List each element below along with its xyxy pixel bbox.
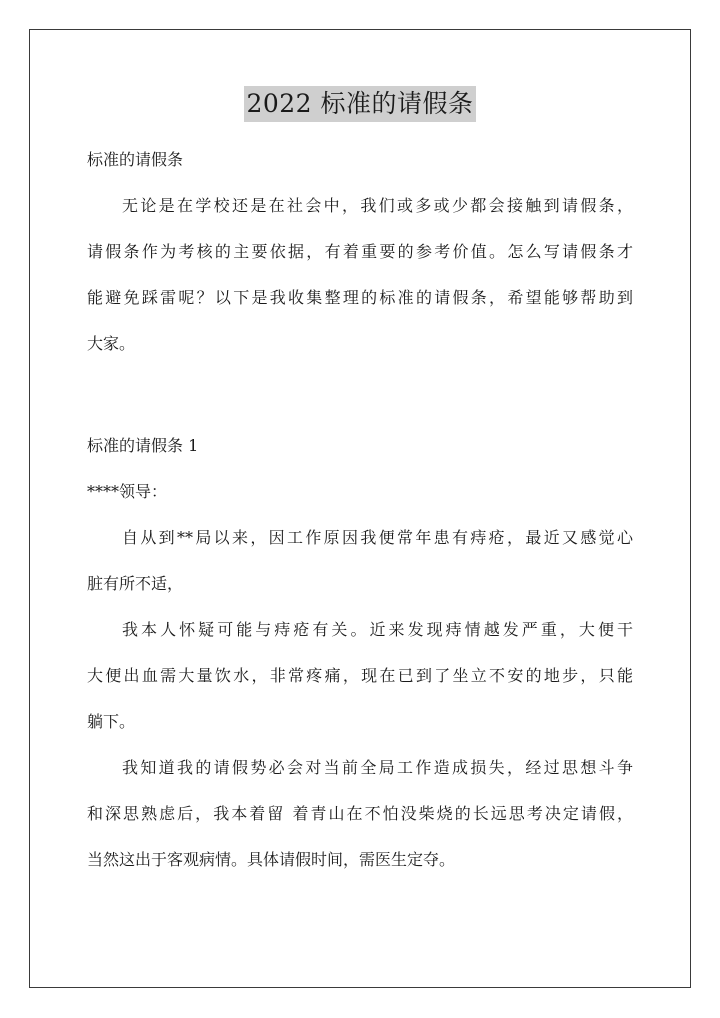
document-body [87,86,633,874]
paragraph2-line-2: 大便出血需大量饮水，非常疼痛，现在已到了坐立不安的地步，只能 [87,666,633,685]
document-title: 2022 标准的请假条 [244,86,475,122]
paragraph3-line-1: 我知道我的请假势必会对当前全局工作造成损失，经过思想斗争 [122,758,633,777]
intro-line-1: 无论是在学校还是在社会中，我们或多或少都会接触到请假条， [122,196,633,215]
intro-line-3: 能避免踩雷呢？以下是我收集整理的标准的请假条，希望能够帮助到 [87,288,633,307]
paragraph1-line-2: 脏有所不适， [87,574,184,593]
section-heading: 标准的请假条 1 [87,436,199,455]
paragraph2-line-3: 躺下。 [87,712,136,731]
title-block [87,86,633,126]
subheading: 标准的请假条 [87,150,184,169]
paragraph3-line-2: 和深思熟虑后，我本着留 着青山在不怕没柴烧的长远思考决定请假， [87,804,633,823]
paragraph1-line-1: 自从到**局以来，因工作原因我便常年患有痔疮，最近又感觉心 [122,528,633,547]
intro-line-2: 请假条作为考核的主要依据，有着重要的参考价值。怎么写请假条才 [87,242,633,261]
paragraph3-line-3: 当然这出于客观病情。具体请假时间，需医生定夺。 [87,850,456,869]
intro-line-4: 大家。 [87,334,136,353]
salutation: ****领导： [87,482,168,501]
paragraph2-line-1: 我本人怀疑可能与痔疮有关。近来发现痔情越发严重，大便干 [122,620,633,639]
